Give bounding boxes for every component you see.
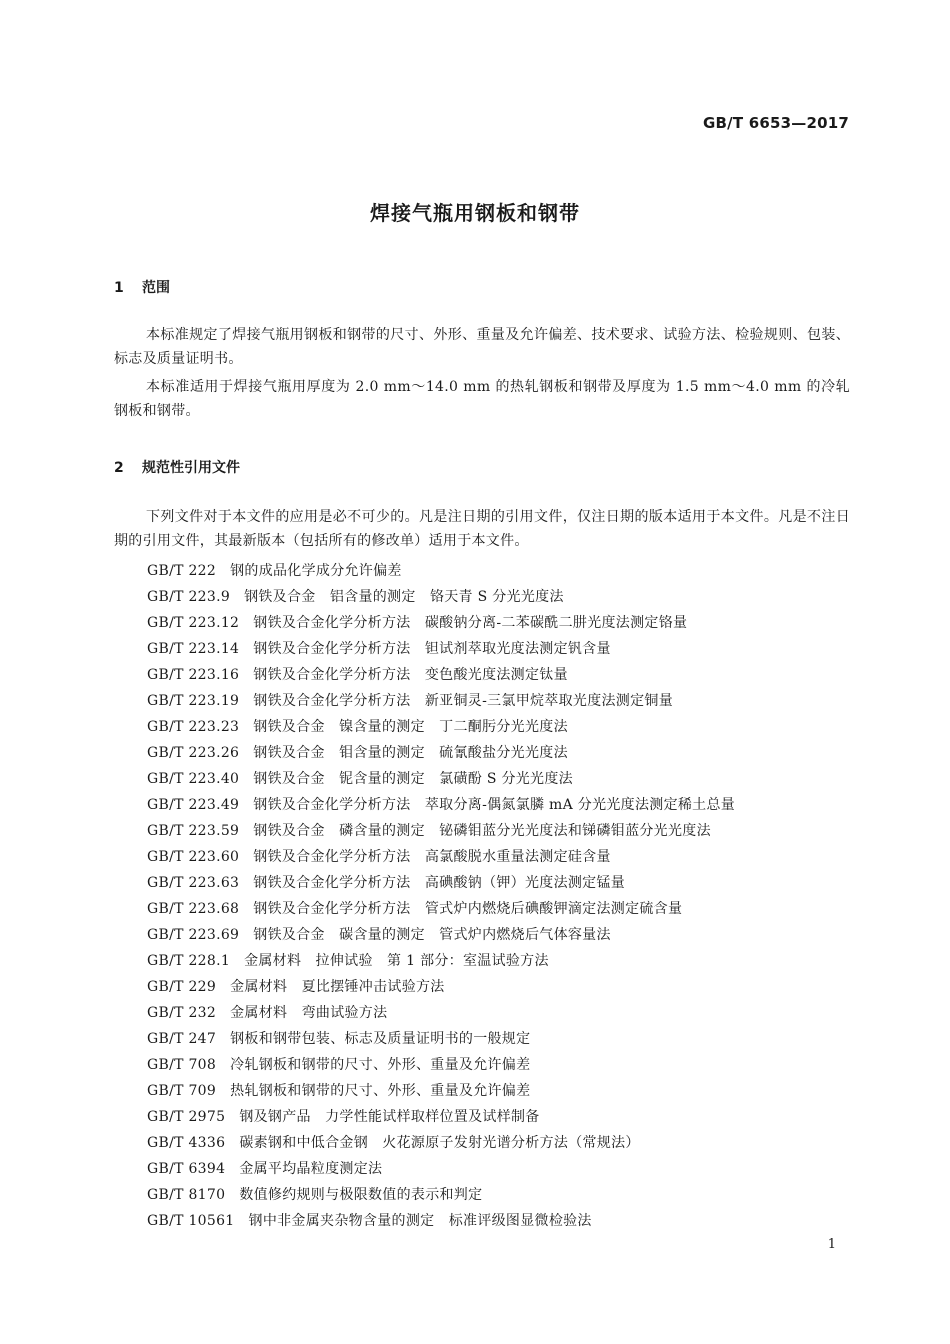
section-1-number: 1 bbox=[114, 280, 124, 296]
reference-code: GB/T 223.12 bbox=[147, 615, 240, 631]
reference-title: 碳素钢和中低合金钢 火花源原子发射光谱分析方法（常规法） bbox=[239, 1135, 640, 1151]
reference-title: 钢铁及合金化学分析方法 碳酸钠分离-二苯碳酰二肼光度法测定铬量 bbox=[253, 615, 688, 631]
reference-code: GB/T 222 bbox=[147, 563, 217, 579]
reference-code: GB/T 223.9 bbox=[147, 589, 231, 605]
reference-title: 钢铁及合金化学分析方法 变色酸光度法测定钛量 bbox=[253, 667, 568, 683]
reference-item bbox=[147, 1104, 735, 1130]
reference-item bbox=[147, 818, 735, 844]
reference-item bbox=[147, 766, 735, 792]
reference-code: GB/T 223.16 bbox=[147, 667, 240, 683]
reference-title: 数值修约规则与极限数值的表示和判定 bbox=[239, 1187, 483, 1203]
reference-title: 钢的成品化学成分允许偏差 bbox=[230, 563, 402, 579]
reference-code: GB/T 223.69 bbox=[147, 927, 240, 943]
reference-item bbox=[147, 688, 735, 714]
reference-title: 热轧钢板和钢带的尺寸、外形、重量及允许偏差 bbox=[230, 1083, 531, 1099]
reference-code: GB/T 223.19 bbox=[147, 693, 240, 709]
reference-code: GB/T 223.26 bbox=[147, 745, 240, 761]
reference-title: 钢铁及合金 铝含量的测定 铬天青 S 分光光度法 bbox=[244, 589, 564, 605]
reference-item bbox=[147, 974, 735, 1000]
reference-item bbox=[147, 636, 735, 662]
reference-code: GB/T 4336 bbox=[147, 1135, 226, 1151]
document-title: 焊接气瓶用钢板和钢带 bbox=[370, 201, 580, 225]
reference-title: 金属平均晶粒度测定法 bbox=[239, 1161, 383, 1177]
reference-item bbox=[147, 662, 735, 688]
reference-item bbox=[147, 870, 735, 896]
reference-code: GB/T 223.14 bbox=[147, 641, 240, 657]
reference-code: GB/T 223.40 bbox=[147, 771, 240, 787]
reference-title: 钢铁及合金 碳含量的测定 管式炉内燃烧后气体容量法 bbox=[253, 927, 611, 943]
reference-title: 钢铁及合金 镍含量的测定 丁二酮肟分光光度法 bbox=[253, 719, 568, 735]
reference-code: GB/T 228.1 bbox=[147, 953, 231, 969]
page-number: 1 bbox=[827, 1237, 836, 1252]
reference-code: GB/T 229 bbox=[147, 979, 217, 995]
reference-title: 钢及钢产品 力学性能试样取样位置及试样制备 bbox=[239, 1109, 540, 1125]
reference-item bbox=[147, 1052, 735, 1078]
reference-title: 钢中非金属夹杂物含量的测定 标准评级图显微检验法 bbox=[248, 1213, 592, 1229]
reference-code: GB/T 223.59 bbox=[147, 823, 240, 839]
reference-list bbox=[147, 558, 735, 1234]
reference-title: 钢铁及合金化学分析方法 高碘酸钠（钾）光度法测定锰量 bbox=[253, 875, 626, 891]
reference-title: 冷轧钢板和钢带的尺寸、外形、重量及允许偏差 bbox=[230, 1057, 531, 1073]
reference-code: GB/T 223.49 bbox=[147, 797, 240, 813]
reference-title: 钢铁及合金化学分析方法 新亚铜灵-三氯甲烷萃取光度法测定铜量 bbox=[253, 693, 673, 709]
reference-item bbox=[147, 1182, 735, 1208]
reference-code: GB/T 223.23 bbox=[147, 719, 240, 735]
reference-code: GB/T 8170 bbox=[147, 1187, 226, 1203]
reference-item bbox=[147, 896, 735, 922]
reference-item bbox=[147, 610, 735, 636]
reference-item bbox=[147, 844, 735, 870]
reference-code: GB/T 2975 bbox=[147, 1109, 226, 1125]
reference-item bbox=[147, 1000, 735, 1026]
reference-title: 钢铁及合金化学分析方法 钽试剂萃取光度法测定钒含量 bbox=[253, 641, 611, 657]
reference-item bbox=[147, 792, 735, 818]
reference-title: 金属材料 夏比摆锤冲击试验方法 bbox=[230, 979, 445, 995]
reference-item bbox=[147, 584, 735, 610]
reference-title: 钢铁及合金 钼含量的测定 硫氰酸盐分光光度法 bbox=[253, 745, 568, 761]
reference-item bbox=[147, 1078, 735, 1104]
reference-title: 钢板和钢带包装、标志及质量证明书的一般规定 bbox=[230, 1031, 531, 1047]
reference-item bbox=[147, 922, 735, 948]
standard-code: GB/T 6653—2017 bbox=[703, 114, 849, 132]
reference-code: GB/T 223.60 bbox=[147, 849, 240, 865]
reference-code: GB/T 223.63 bbox=[147, 875, 240, 891]
reference-code: GB/T 709 bbox=[147, 1083, 217, 1099]
reference-code: GB/T 232 bbox=[147, 1005, 217, 1021]
reference-code: GB/T 10561 bbox=[147, 1213, 235, 1229]
reference-title: 金属材料 弯曲试验方法 bbox=[230, 1005, 388, 1021]
reference-title: 金属材料 拉伸试验 第 1 部分：室温试验方法 bbox=[244, 953, 549, 969]
reference-code: GB/T 247 bbox=[147, 1031, 217, 1047]
section-1-paragraph-1: 本标准规定了焊接气瓶用钢板和钢带的尺寸、外形、重量及允许偏差、技术要求、试验方法、检验规则、包装、标志及质量证明书。 bbox=[114, 327, 850, 367]
reference-title: 钢铁及合金 磷含量的测定 铋磷钼蓝分光光度法和锑磷钼蓝分光光度法 bbox=[253, 823, 711, 839]
section-2-number: 2 bbox=[114, 460, 124, 476]
section-2-title: 规范性引用文件 bbox=[142, 460, 240, 476]
reference-code: GB/T 708 bbox=[147, 1057, 217, 1073]
reference-title: 钢铁及合金化学分析方法 高氯酸脱水重量法测定硅含量 bbox=[253, 849, 611, 865]
reference-item bbox=[147, 1130, 735, 1156]
reference-title: 钢铁及合金 铌含量的测定 氯磺酚 S 分光光度法 bbox=[253, 771, 573, 787]
reference-title: 钢铁及合金化学分析方法 萃取分离-偶氮氯膦 mA 分光光度法测定稀土总量 bbox=[253, 797, 736, 813]
section-1-heading bbox=[114, 277, 170, 297]
reference-item bbox=[147, 714, 735, 740]
section-2-intro: 下列文件对于本文件的应用是必不可少的。凡是注日期的引用文件，仅注日期的版本适用于本文件。凡是不注日期的引用文件，其最新版本（包括所有的修改单）适用于本文件。 bbox=[114, 509, 850, 549]
section-2-heading bbox=[114, 457, 240, 477]
section-1-title: 范围 bbox=[142, 280, 170, 296]
section-1-paragraph-2: 本标准适用于焊接气瓶用厚度为 2.0 mm～14.0 mm 的热轧钢板和钢带及厚度为 1.5 mm～4.0 mm 的冷轧钢板和钢带。 bbox=[114, 379, 850, 419]
reference-title: 钢铁及合金化学分析方法 管式炉内燃烧后碘酸钾滴定法测定硫含量 bbox=[253, 901, 683, 917]
reference-item bbox=[147, 1208, 735, 1234]
reference-code: GB/T 223.68 bbox=[147, 901, 240, 917]
reference-code: GB/T 6394 bbox=[147, 1161, 226, 1177]
reference-item bbox=[147, 558, 735, 584]
reference-item bbox=[147, 948, 735, 974]
reference-item bbox=[147, 1026, 735, 1052]
reference-item bbox=[147, 1156, 735, 1182]
reference-item bbox=[147, 740, 735, 766]
